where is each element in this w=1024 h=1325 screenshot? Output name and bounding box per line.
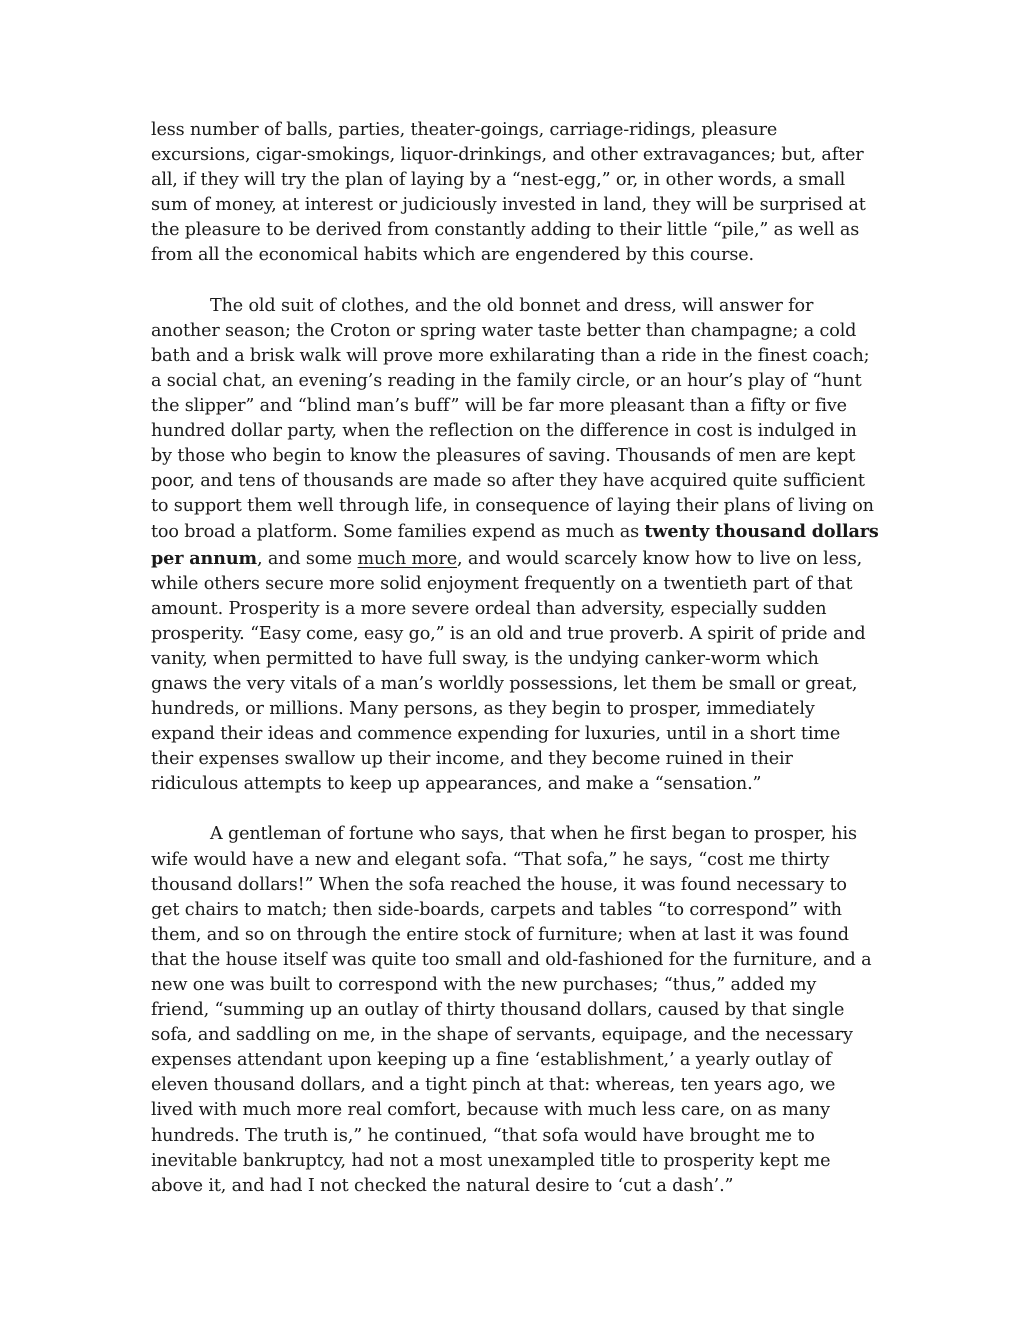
underlined-phrase: much more [357,548,458,569]
paragraph-3-text: A gentleman of fortune who says, that when he first began to prosper, his wife would have a new and elegant sofa. “That sofa,” he says, “cost me thirty thousand dollars!” When the sofa reached the house, it was found necessary to get chairs to match; then side-boards, carpets and tables “to correspond” with them, and so on through the entire stock of furniture; when at last it was found that the house itself was quite too small and old-fashioned for the furniture, and a new one was built to correspond with the new purchases; “thus,” added my friend, “summing up an outlay of thirty thousand dollars, caused by that single sofa, and saddling on me, in the shape of servants, equipage, and the necessary expenses attendant upon keeping up a fine ‘establishment,’ a yearly outlay of eleven thousand dollars, and a tight pinch at that: whereas, ten years ago, we lived with much more real comfort, because with much less care, on as many hundreds. The truth is,” he continued, “that sofa would have brought me to inevitable bankruptcy, had not a most unexampled title to prosperity kept me above it, and had I not checked the natural desire to ‘cut a dash’.” [151,824,872,1196]
bold-phrase: twenty thousand dollars per annum [151,521,879,569]
paragraph-1-text: less number of balls, parties, theater-goings, carriage-ridings, pleasure excursions, cigar-smokings, liquor-drinkings, and other extravagances; but, after all, if they will try the plan of laying by a “nest-egg,” or, in other words, a small sum of money, at interest or judiciously invested in land, they will be surprised at the pleasure to be derived from constantly adding to their little “pile,” as well as from all the economical habits which are engendered by this course. [151,120,866,266]
paragraph-2-text-part-3: , and would scarcely know how to live on less, while others secure more solid enjoyment frequently on a twentieth part of that amount. Prosperity is a more severe ordeal than adversity, especially sudden prosperity. “Easy come, easy go,” is an old and true proverb. A spirit of pride and vanity, when permitted to have full sway, is the undying canker-worm which gnaws the very vitals of a man’s worldly possessions, let them be small or great, hundreds, or millions. Many persons, as they begin to prosper, immediately expand their ideas and commence expending for luxuries, until in a short time their expenses swallow up their income, and they become ruined in their ridiculous attempts to keep up appearances, and make a “sensation.” [151,548,866,795]
paragraph-2 [151,294,879,798]
paragraph-3 [151,822,879,1198]
paragraph-2-text-part-1: The old suit of clothes, and the old bonnet and dress, will answer for another season; the Croton or spring water taste better than champagne; a cold bath and a brisk walk will prove more exhilarating than a ride in the finest coach; a social chat, an evening’s reading in the family circle, or an hour’s play of “hunt the slipper” and “blind man’s buff” will be far more pleasant than a fifty or five hundred dollar party, when the reflection on the difference in cost is indulged in by those who begin to know the pleasures of saving. Thousands of men are kept poor, and tens of thousands are made so after they have acquired quite sufficient to support them well through life, in consequence of laying their plans of living on too broad a platform. Some families expend as much as [151,295,874,543]
paragraph-1 [151,118,879,269]
paragraph-2-text-part-2: , and some [256,548,358,569]
document-page [151,118,879,1199]
